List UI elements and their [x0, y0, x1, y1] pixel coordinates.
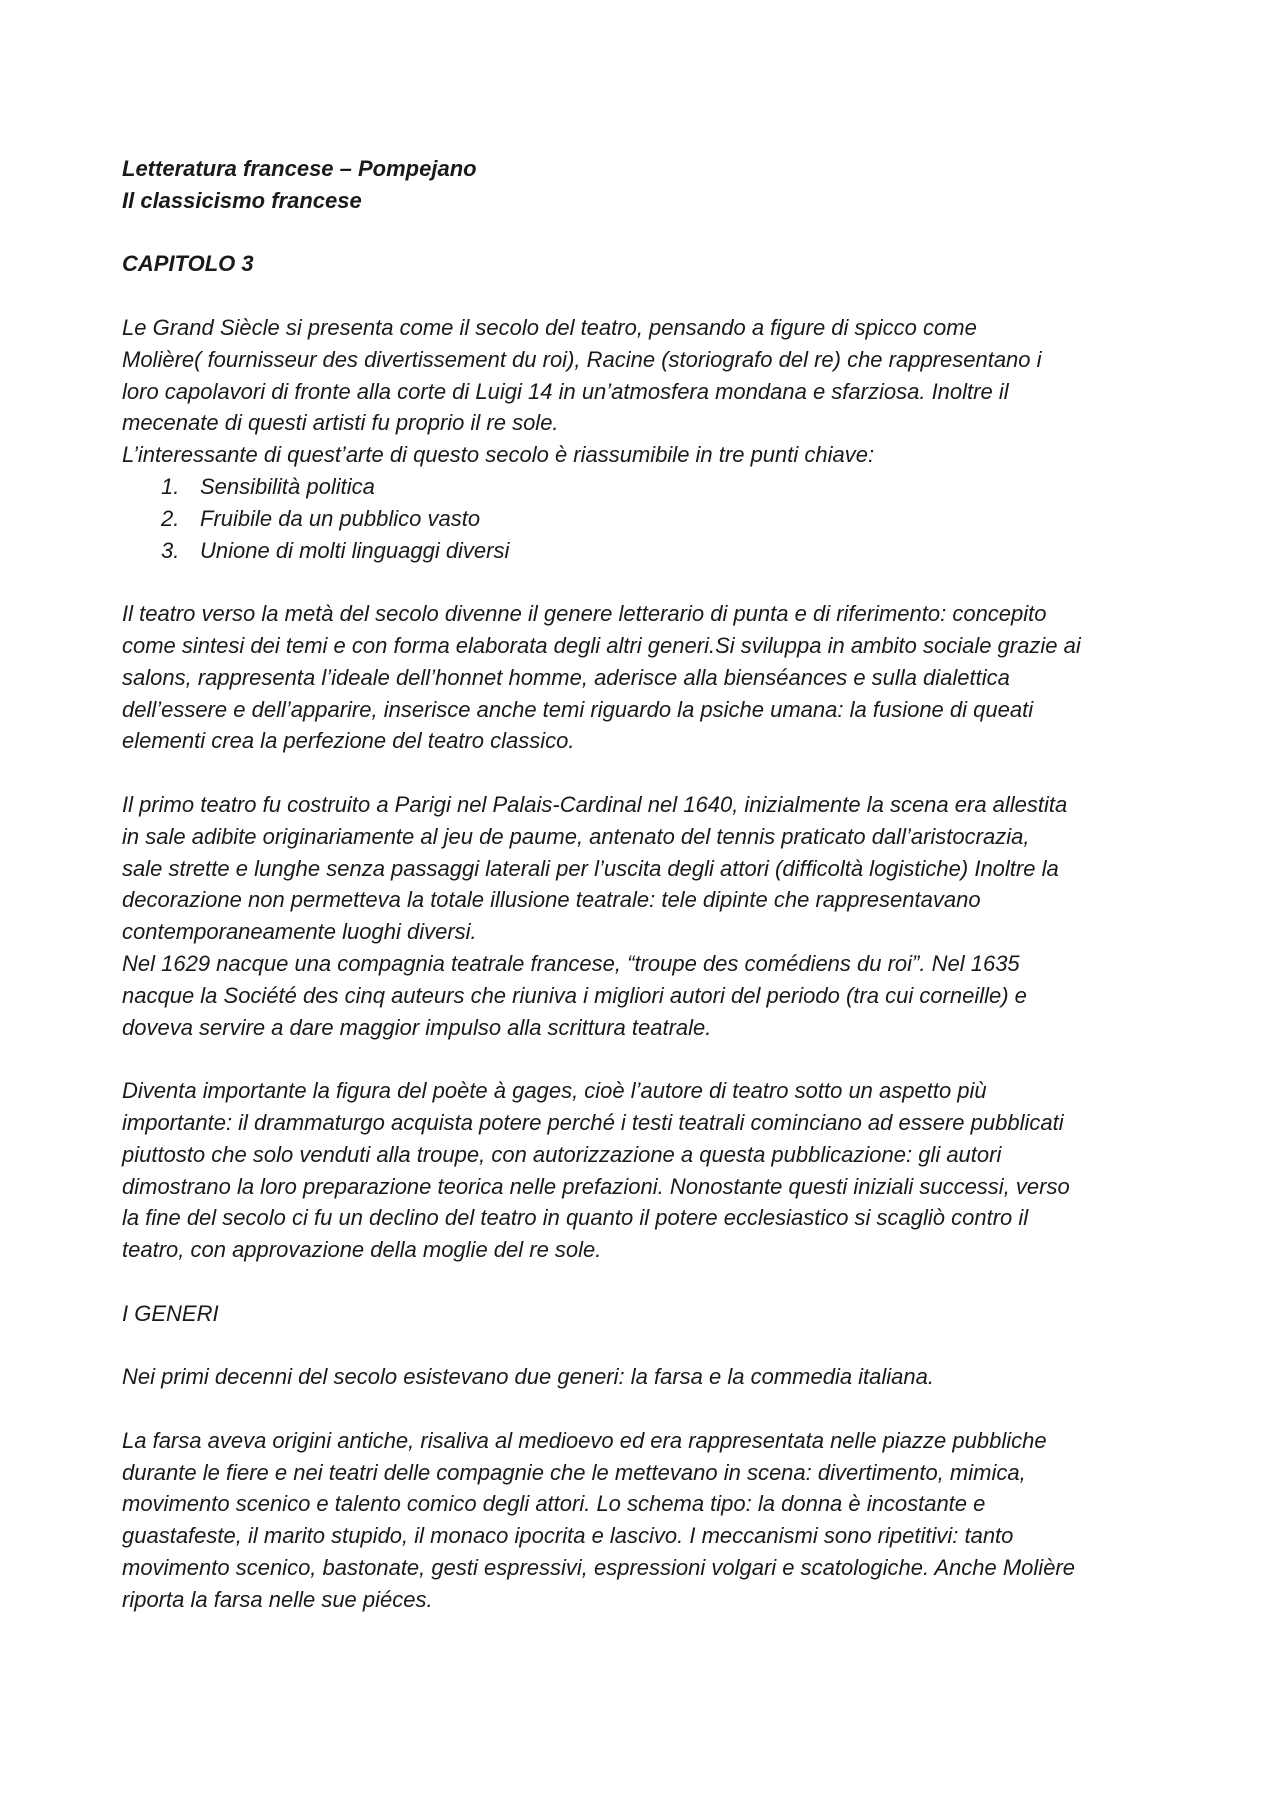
section-heading: I GENERI [122, 1300, 219, 1326]
text-line: movimento scenico, bastonate, gesti espressivi, espressioni volgari e scatologiche. Anche Molière [122, 1555, 1075, 1581]
text-line: piuttosto che solo venduti alla troupe, con autorizzazione a questa pubblicazione: gli autori [122, 1141, 1002, 1167]
text-line: Nei primi decenni del secolo esistevano due generi: la farsa e la commedia italiana. [122, 1364, 935, 1390]
text-line: Il teatro verso la metà del secolo divenne il genere letterario di punta e di riferimento: concepito [122, 601, 1047, 627]
text-line: importante: il drammaturgo acquista potere perché i testi teatrali cominciano ad essere pubblicati [122, 1109, 1064, 1135]
text-line: L’interessante di quest’arte di questo secolo è riassumibile in tre punti chiave: [122, 442, 875, 468]
text-line: dimostrano la loro preparazione teorica nelle prefazioni. Nonostante questi iniziali successi, verso [122, 1173, 1070, 1199]
spacer [122, 1043, 1172, 1075]
text-line: riporta la farsa nelle sue piéces. [122, 1586, 433, 1612]
text-line: mecenate di questi artisti fu proprio il re sole. [122, 410, 559, 436]
list-item [122, 471, 1172, 503]
text-line: nacque la Société des cinq auteurs che riuniva i migliori autori del periodo (tra cui corneille) e [122, 982, 1027, 1008]
list-item-text: Unione di molti linguaggi diversi [200, 537, 510, 563]
text-line: contemporaneamente luoghi diversi. [122, 919, 477, 945]
text-line: La farsa aveva origini antiche, risaliva al medioevo ed era rappresentata nelle piazze pubbliche [122, 1427, 1047, 1453]
list-item-text: Fruibile da un pubblico vasto [200, 505, 481, 531]
text-line: decorazione non permetteva la totale illusione teatrale: tele dipinte che rappresentavano [122, 887, 981, 913]
text-line: Il primo teatro fu costruito a Parigi nel Palais-Cardinal nel 1640, inizialmente la scena era allestita [122, 791, 1068, 817]
text-line: Le Grand Siècle si presenta come il secolo del teatro, pensando a figure di spicco come [122, 314, 977, 340]
text-line: loro capolavori di fronte alla corte di Luigi 14 in un’atmosfera mondana e sfarziosa. Inoltre il [122, 378, 1009, 404]
text-line: guastafeste, il marito stupido, il monaco ipocrita e lascivo. I meccanismi sono ripetitivi: tanto [122, 1523, 1014, 1549]
text-line: sale strette e lunghe senza passaggi laterali per l’uscita degli attori (difficoltà logistiche) Inoltre la [122, 855, 1059, 881]
text-line: elementi crea la perfezione del teatro classico. [122, 728, 575, 754]
text-line: movimento scenico e talento comico degli attori. Lo schema tipo: la donna è incostante e [122, 1491, 986, 1517]
text-line: teatro, con approvazione della moglie del re sole. [122, 1237, 602, 1263]
key-points-list [122, 471, 1172, 566]
spacer [122, 280, 1172, 312]
text-line: Diventa importante la figura del poète à gages, cioè l’autore di teatro sotto un aspetto più [122, 1078, 987, 1104]
spacer [122, 217, 1172, 249]
text-line: Molière( fournisseur des divertissement du roi), Racine (storiografo del re) che rappresentano i [122, 346, 1042, 372]
list-item [122, 503, 1172, 535]
spacer [122, 757, 1172, 789]
first-theatre-paragraph [122, 789, 1172, 1043]
list-item-text: Sensibilità politica [200, 473, 375, 499]
list-number: 2. [161, 505, 180, 531]
text-line: doveva servire a dare maggior impulso alla scrittura teatrale. [122, 1014, 712, 1040]
text-line: come sintesi dei temi e con forma elaborata degli altri generi.Si sviluppa in ambito sociale grazie ai [122, 632, 1081, 658]
text-line: in sale adibite originariamente al jeu de paume, antenato del tennis praticato dall’aristocrazia, [122, 823, 1030, 849]
text-line: la fine del secolo ci fu un declino del teatro in quanto il potere ecclesiastico si scagliò contro il [122, 1205, 1029, 1231]
list-number: 3. [161, 537, 180, 563]
theatre-paragraph [122, 598, 1172, 757]
text-line: Nel 1629 nacque una compagnia teatrale francese, “troupe des comédiens du roi”. Nel 1635 [122, 950, 1020, 976]
spacer [122, 1266, 1172, 1298]
text-line: salons, rappresenta l’ideale dell’honnet homme, aderisce alla bienséances e sulla dialettica [122, 664, 1010, 690]
spacer [122, 1393, 1172, 1425]
list-item [122, 535, 1172, 567]
list-number: 1. [161, 473, 180, 499]
farsa-paragraph [122, 1425, 1172, 1616]
intro-paragraph [122, 312, 1172, 471]
document-page [122, 153, 1172, 1616]
spacer [122, 566, 1172, 598]
document-title: Letteratura francese – Pompejano [122, 156, 477, 181]
generi-paragraph [122, 1361, 1172, 1393]
poete-paragraph [122, 1075, 1172, 1266]
text-line: dell’essere e dell’apparire, inserisce anche temi riguardo la psiche umana: la fusione di queati [122, 696, 1034, 722]
document-subtitle: Il classicismo francese [122, 187, 362, 213]
text-line: durante le fiere e nei teatri delle compagnie che le mettevano in scena: divertimento, mimica, [122, 1459, 1026, 1485]
spacer [122, 1329, 1172, 1361]
chapter-heading: CAPITOLO 3 [122, 251, 254, 277]
